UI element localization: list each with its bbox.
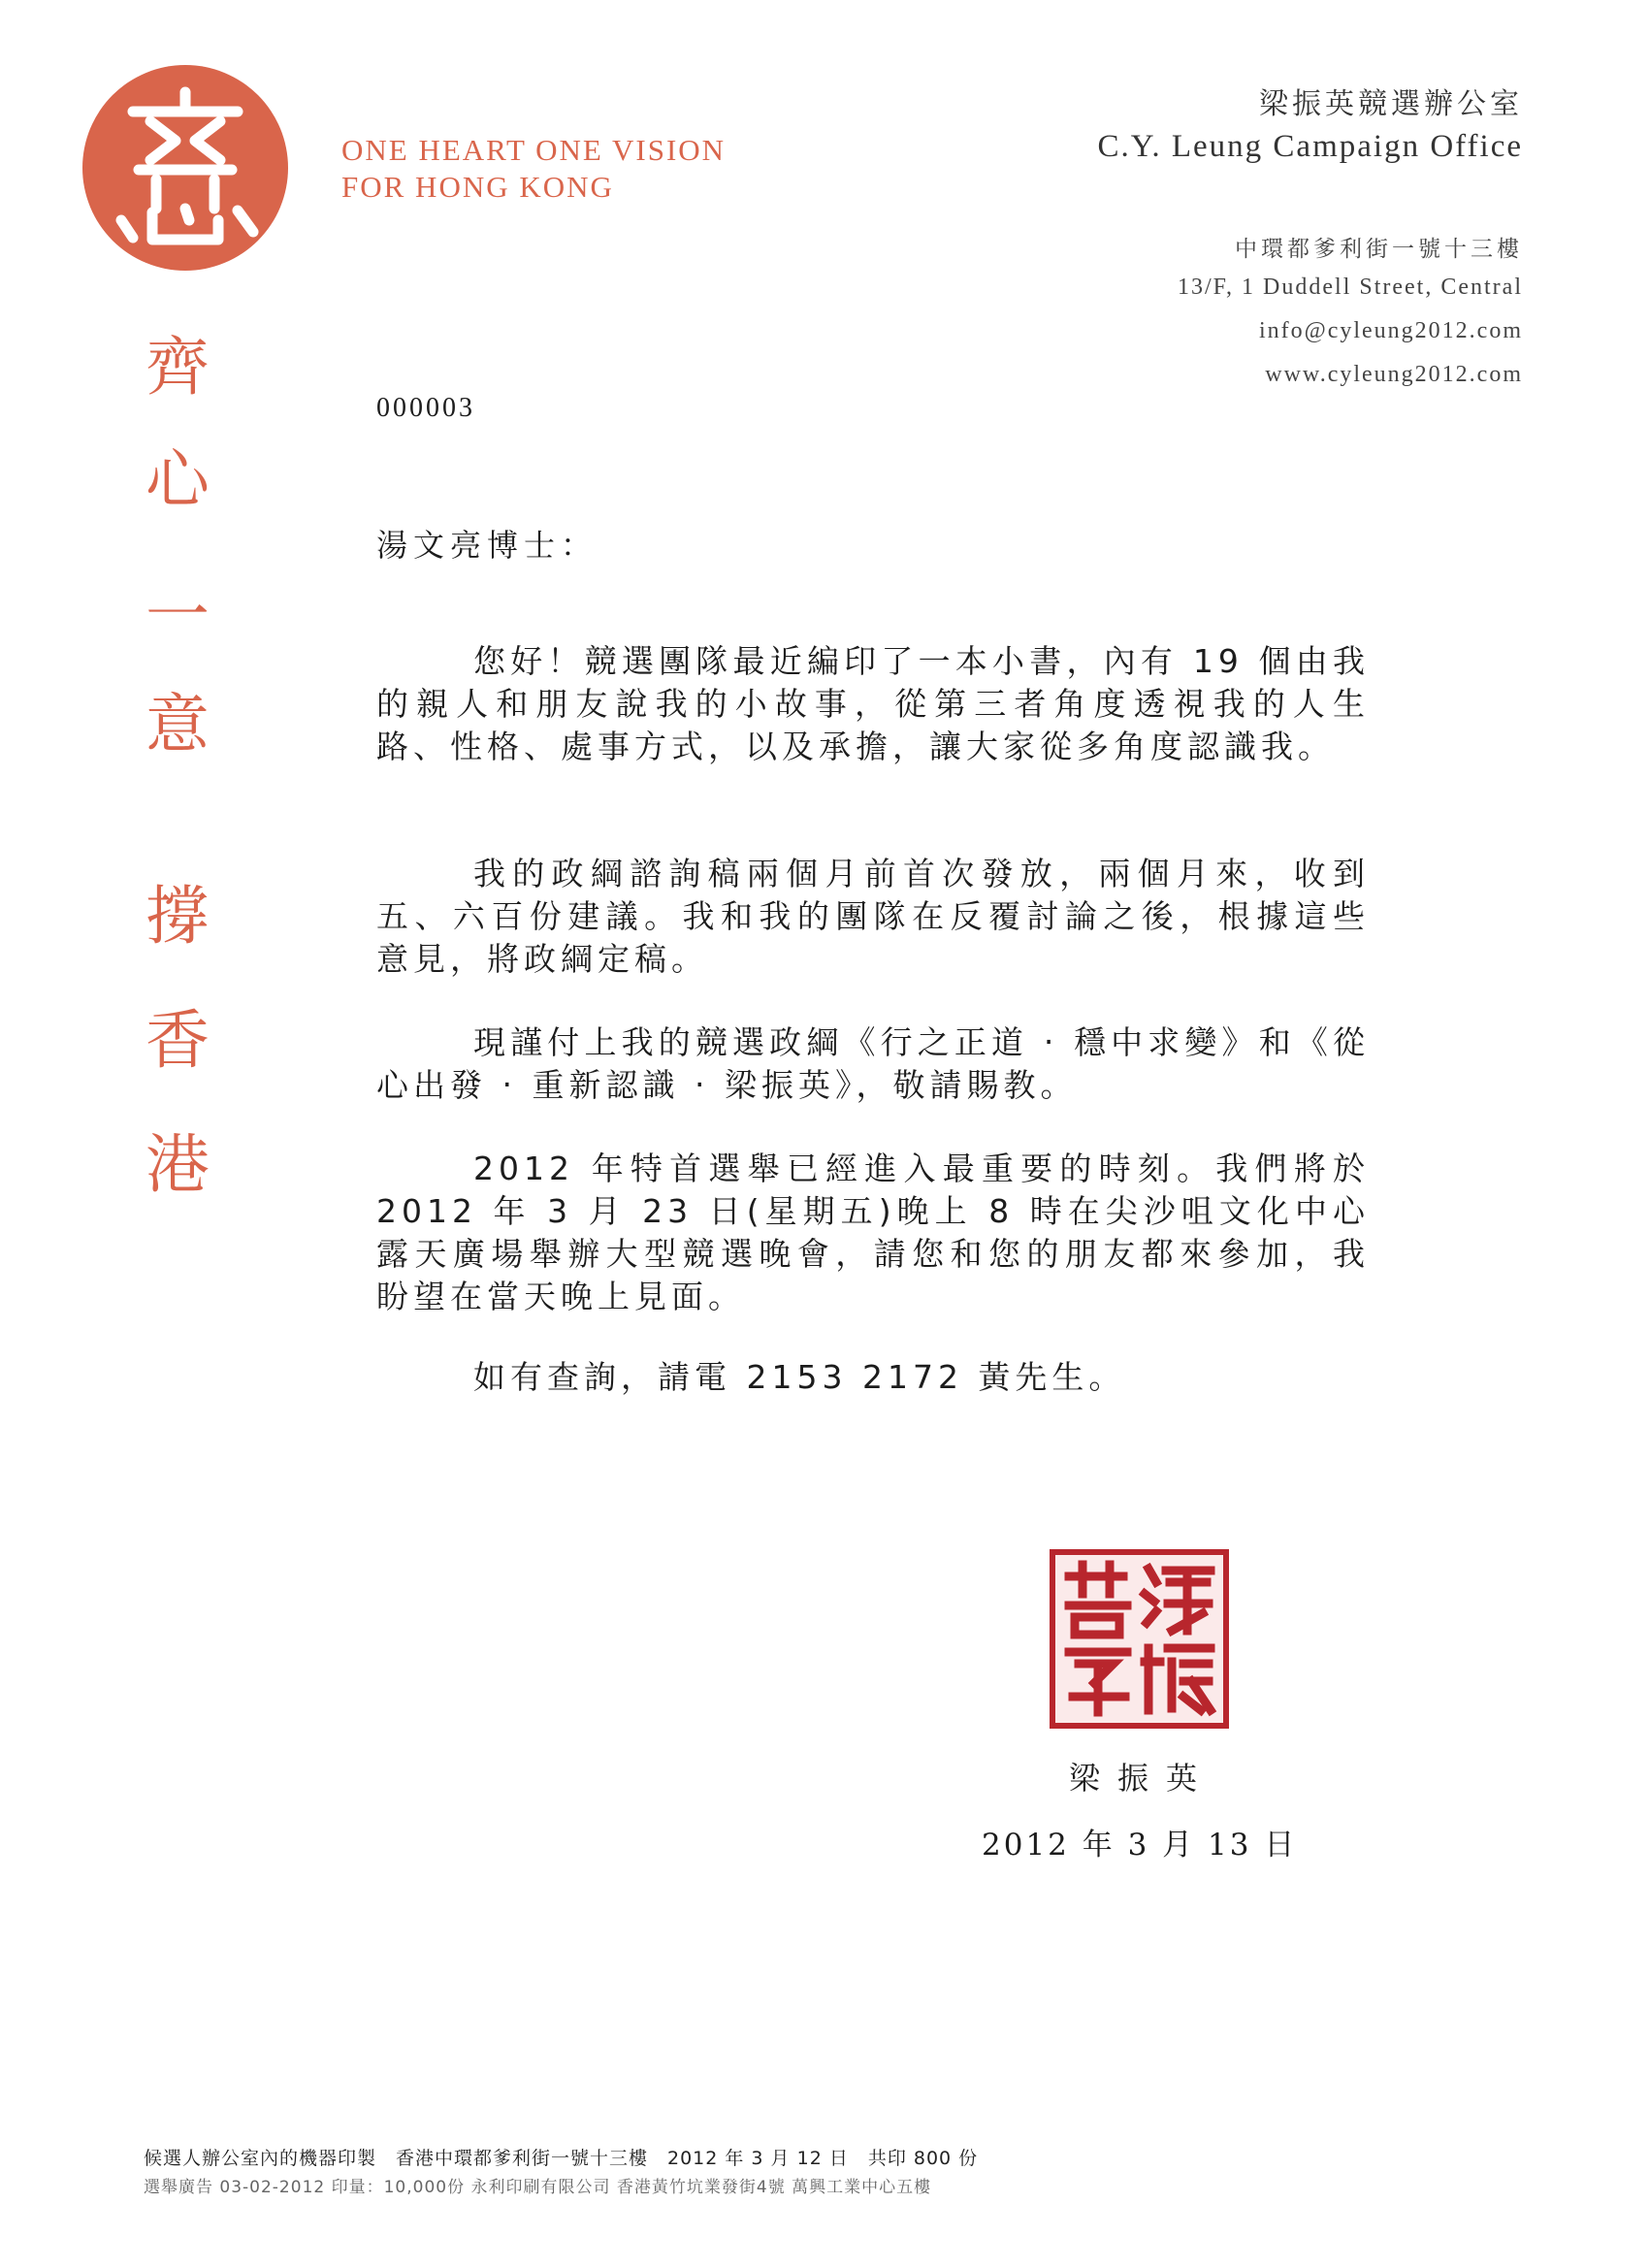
print-notice: 候選人辦公室內的機器印製 香港中環都爹利街一號十三樓 2012 年 3 月 12 日 共印 800 份: [144, 2148, 979, 2169]
motto-char: 港: [146, 1127, 210, 1202]
motto-char: 一: [146, 578, 210, 653]
election-ad-notice: 選舉廣告 03-02-2012 印量：10,000份 永利印刷有限公司 香港黃竹坑業發街4號 萬興工業中心五樓: [144, 2178, 932, 2197]
slogan-line-2: FOR HONG KONG: [341, 170, 614, 204]
office-address-zh: 中環都爹利街一號十三樓: [1235, 237, 1523, 262]
body-paragraph: 您好！競選團隊最近編印了一本小書，內有 19 個由我的親人和朋友說我的小故事，從第三者角度透視我的人生路、性格、處事方式，以及承擔，讓大家從多角度認識我。: [376, 642, 1370, 765]
logo-emblem: [82, 65, 288, 271]
office-name-zh: 梁振英競選辦公室: [1259, 87, 1523, 121]
body-paragraph: 如有查詢，請電 2153 2172 黃先生。: [473, 1358, 1126, 1396]
motto-char: 心: [146, 442, 210, 517]
signer-name: 梁振英: [1068, 1760, 1214, 1797]
motto-char: 意: [146, 687, 210, 761]
salutation: 湯文亮博士：: [376, 527, 598, 564]
body-paragraph: 2012 年特首選舉已經進入最重要的時刻。我們將於 2012 年 3 月 23 日(星期五)晚上 8 時在尖沙咀文化中心露天廣場舉辦大型競選晚會，請您和您的朋友都來參加，我盼望在當天晚上見面。: [376, 1150, 1370, 1315]
heart-emblem-icon: [82, 65, 288, 271]
body-paragraph: 我的政綱諮詢稿兩個月前首次發放，兩個月來，收到五、六百份建議。我和我的團隊在反覆討論之後，根據這些意見，將政綱定稿。: [376, 855, 1370, 978]
motto-char: 香: [146, 1003, 210, 1078]
motto-char: 齊: [146, 330, 210, 405]
letter-date: 2012 年 3 月 13 日: [982, 1828, 1298, 1863]
office-website: www.cyleung2012.com: [1265, 362, 1523, 387]
seal-stamp-icon: [1055, 1555, 1223, 1723]
body-paragraph: 現謹付上我的競選政綱《行之正道 ‧ 穩中求變》和《從心出發 ‧ 重新認識 ‧ 梁振英》，敬請賜教。: [376, 1023, 1370, 1104]
motto-char: 撐: [146, 879, 210, 954]
office-email: info@cyleung2012.com: [1258, 318, 1523, 343]
reference-number: 000003: [376, 393, 475, 423]
office-name-en: C.Y. Leung Campaign Office: [1097, 129, 1523, 164]
office-address-en: 13/F, 1 Duddell Street, Central: [1177, 275, 1523, 300]
slogan-line-1: ONE HEART ONE VISION: [341, 133, 727, 167]
signature-seal: [1050, 1549, 1229, 1729]
